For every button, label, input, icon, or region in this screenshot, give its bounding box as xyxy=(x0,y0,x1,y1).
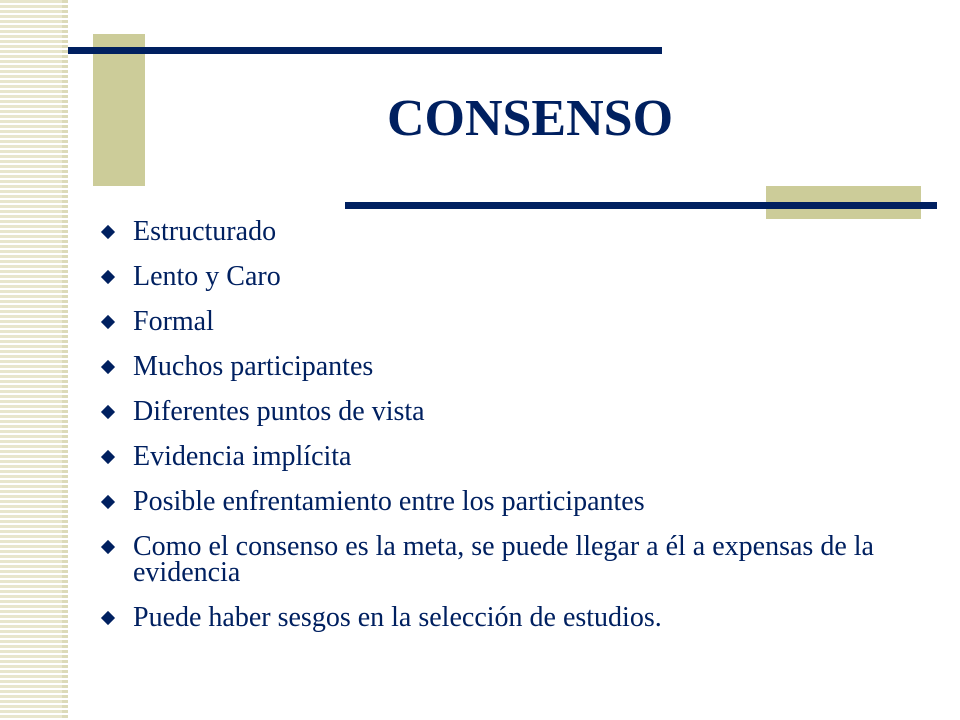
left-edge-stripes xyxy=(0,0,68,720)
bullet-text: Formal xyxy=(133,306,214,337)
bullet-text: Diferentes puntos de vista xyxy=(133,396,425,427)
diamond-bullet-icon xyxy=(101,360,115,374)
bullet-item xyxy=(103,216,903,247)
bullet-list xyxy=(103,200,903,631)
bullet-text: Evidencia implícita xyxy=(133,441,352,472)
diamond-bullet-icon xyxy=(101,540,115,554)
bullet-text: Lento y Caro xyxy=(133,261,281,292)
decorative-navy-line-top xyxy=(68,47,662,54)
decorative-olive-block-left xyxy=(93,34,145,186)
diamond-bullet-icon xyxy=(101,315,115,329)
bullet-text: Estructurado xyxy=(133,216,277,247)
diamond-bullet-icon xyxy=(101,495,115,509)
bullet-text: Como el consenso es la meta, se puede llegar a él a expensas de la evidencia xyxy=(133,531,874,588)
diamond-bullet-icon xyxy=(101,611,115,625)
diamond-bullet-icon xyxy=(101,270,115,284)
diamond-bullet-icon xyxy=(101,225,115,239)
diamond-bullet-icon xyxy=(101,405,115,419)
diamond-bullet-icon xyxy=(101,450,115,464)
bullet-item xyxy=(103,531,903,588)
bullet-item xyxy=(103,351,903,382)
bullet-item xyxy=(103,396,903,427)
bullet-text: Puede haber sesgos en la selección de estudios. xyxy=(133,602,662,633)
bullet-item xyxy=(103,306,903,337)
bullet-text: Posible enfrentamiento entre los participantes xyxy=(133,486,645,517)
bullet-text: Muchos participantes xyxy=(133,351,374,382)
bullet-item xyxy=(103,261,903,292)
slide-title: CONSENSO xyxy=(386,90,674,147)
bullet-item xyxy=(103,486,903,517)
bullet-item xyxy=(103,441,903,472)
bullet-item xyxy=(103,602,903,633)
